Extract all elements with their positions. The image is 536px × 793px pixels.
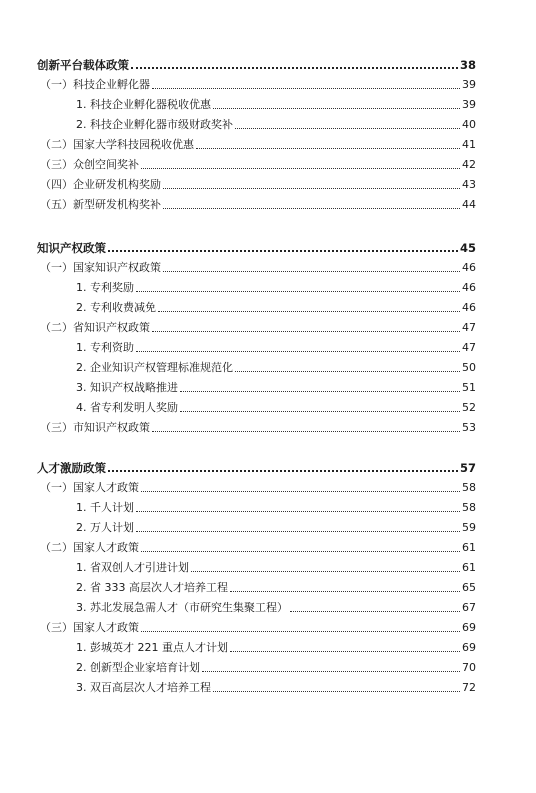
toc-subentry[interactable] [37,112,476,132]
entry-number: 2. [76,581,90,594]
entry-page: 61 [462,541,476,554]
toc-heading-page: 38 [459,58,476,72]
dot-leader [202,671,460,672]
entry-page: 69 [462,641,476,654]
dot-leader [230,591,460,592]
entry-page: 50 [462,361,476,374]
entry-page: 53 [462,421,476,434]
toc-subentry[interactable] [37,395,476,415]
dot-leader [152,331,460,332]
dot-leader [163,271,460,272]
dot-leader [136,511,460,512]
entry-page: 70 [462,661,476,674]
toc-entry[interactable] [37,475,476,495]
entry-title: 双百高层次人才培养工程 [90,681,211,694]
entry-page: 44 [462,198,476,211]
toc-section-intellectual-property [37,233,476,435]
entry-title: 万人计划 [90,521,134,534]
toc-subentry[interactable] [37,575,476,595]
toc-entry[interactable] [37,72,476,92]
entry-number: （三） [40,158,73,171]
entry-title: 新型研发机构奖补 [73,198,161,211]
toc-subentry[interactable] [37,295,476,315]
dot-leader [213,691,460,692]
entry-title: 千人计划 [90,501,134,514]
entry-page: 39 [462,78,476,91]
toc-subentry[interactable] [37,355,476,375]
entry-title: 国家人才政策 [73,621,139,634]
toc-subentry[interactable] [37,375,476,395]
dot-leader [213,108,460,109]
dot-leader [108,250,458,252]
dot-leader [235,371,460,372]
entry-number: （一） [40,78,73,91]
toc-entry[interactable] [37,132,476,152]
dot-leader [191,571,460,572]
entry-title: 科技企业孵化器市级财政奖补 [90,118,233,131]
entry-title: 众创空间奖补 [73,158,139,171]
entry-title: 省专利发明人奖励 [90,401,178,414]
dot-leader [131,67,458,69]
entry-number: （三） [40,621,73,634]
toc-entry[interactable] [37,615,476,635]
toc-subentry[interactable] [37,555,476,575]
entry-number: （五） [40,198,73,211]
dot-leader [141,168,460,169]
toc-heading[interactable] [37,233,476,255]
toc-entry[interactable] [37,535,476,555]
dot-leader [136,531,460,532]
entry-title: 科技企业孵化器 [73,78,150,91]
entry-title: 市知识产权政策 [73,421,150,434]
dot-leader [180,391,460,392]
toc-entry[interactable] [37,152,476,172]
entry-number: 1. [76,561,90,574]
entry-number: 2. [76,301,90,314]
dot-leader [163,208,460,209]
entry-page: 39 [462,98,476,111]
entry-page: 43 [462,178,476,191]
toc-heading[interactable] [37,453,476,475]
dot-leader [180,411,460,412]
entry-page: 61 [462,561,476,574]
entry-number: 1. [76,341,90,354]
dot-leader [158,311,460,312]
entry-number: （四） [40,178,73,191]
entry-number: （二） [40,541,73,554]
entry-title: 专利奖励 [90,281,134,294]
toc-subentry[interactable] [37,515,476,535]
toc-entry[interactable] [37,415,476,435]
entry-page: 69 [462,621,476,634]
toc-section-talent-incentive [37,453,476,695]
entry-page: 40 [462,118,476,131]
toc-heading[interactable] [37,50,476,72]
entry-page: 46 [462,261,476,274]
toc-heading-page: 57 [459,461,476,475]
entry-page: 72 [462,681,476,694]
toc-entry[interactable] [37,315,476,335]
entry-title: 苏北发展急需人才（市研究生集聚工程） [90,601,288,614]
dot-leader [108,470,458,472]
dot-leader [235,128,460,129]
entry-page: 58 [462,501,476,514]
dot-leader [152,431,460,432]
entry-number: （二） [40,321,73,334]
entry-number: （一） [40,261,73,274]
entry-number: （二） [40,138,73,151]
entry-number: 2. [76,118,90,131]
entry-title: 国家大学科技园税收优惠 [73,138,194,151]
entry-page: 65 [462,581,476,594]
toc-entry[interactable] [37,255,476,275]
entry-page: 52 [462,401,476,414]
entry-page: 46 [462,301,476,314]
toc-subentry[interactable] [37,675,476,695]
entry-page: 51 [462,381,476,394]
dot-leader [136,291,460,292]
entry-title: 彭城英才 221 重点人才计划 [90,641,228,654]
toc-entry[interactable] [37,192,476,212]
entry-title: 科技企业孵化器税收优惠 [90,98,211,111]
entry-number: 2. [76,361,90,374]
entry-page: 47 [462,341,476,354]
entry-title: 创新型企业家培育计划 [90,661,200,674]
entry-page: 41 [462,138,476,151]
dot-leader [141,551,460,552]
entry-title: 国家人才政策 [73,541,139,554]
entry-title: 知识产权战略推进 [90,381,178,394]
entry-title: 国家知识产权政策 [73,261,161,274]
toc-subentry[interactable] [37,655,476,675]
toc-subentry[interactable] [37,495,476,515]
toc-heading-title: 创新平台载体政策 [37,58,129,72]
entry-page: 59 [462,521,476,534]
entry-page: 47 [462,321,476,334]
entry-title: 专利收费减免 [90,301,156,314]
entry-page: 46 [462,281,476,294]
toc-subentry[interactable] [37,92,476,112]
entry-title: 企业研发机构奖励 [73,178,161,191]
dot-leader [141,491,460,492]
entry-number: 3. [76,381,90,394]
dot-leader [230,651,460,652]
entry-title: 省双创人才引进计划 [90,561,189,574]
entry-page: 58 [462,481,476,494]
toc-heading-title: 人才激励政策 [37,461,106,475]
entry-number: （一） [40,481,73,494]
entry-number: 2. [76,661,90,674]
entry-number: 1. [76,641,90,654]
toc-heading-page: 45 [459,241,476,255]
entry-page: 67 [462,601,476,614]
dot-leader [196,148,460,149]
entry-number: 2. [76,521,90,534]
entry-title: 省知识产权政策 [73,321,150,334]
toc-section-innovation-platform [37,50,476,212]
entry-number: 1. [76,98,90,111]
toc-entry[interactable] [37,172,476,192]
toc-heading-title: 知识产权政策 [37,241,106,255]
dot-leader [290,611,460,612]
toc-subentry[interactable] [37,635,476,655]
entry-number: 3. [76,681,90,694]
entry-number: 4. [76,401,90,414]
entry-page: 42 [462,158,476,171]
toc-subentry[interactable] [37,275,476,295]
toc-subentry[interactable] [37,595,476,615]
entry-number: （三） [40,421,73,434]
dot-leader [141,631,460,632]
dot-leader [152,88,460,89]
dot-leader [136,351,460,352]
entry-title: 国家人才政策 [73,481,139,494]
entry-number: 1. [76,501,90,514]
entry-number: 3. [76,601,90,614]
entry-title: 企业知识产权管理标准规范化 [90,361,233,374]
toc-subentry[interactable] [37,335,476,355]
entry-title: 省 333 高层次人才培养工程 [90,581,228,594]
dot-leader [163,188,460,189]
entry-number: 1. [76,281,90,294]
entry-title: 专利资助 [90,341,134,354]
